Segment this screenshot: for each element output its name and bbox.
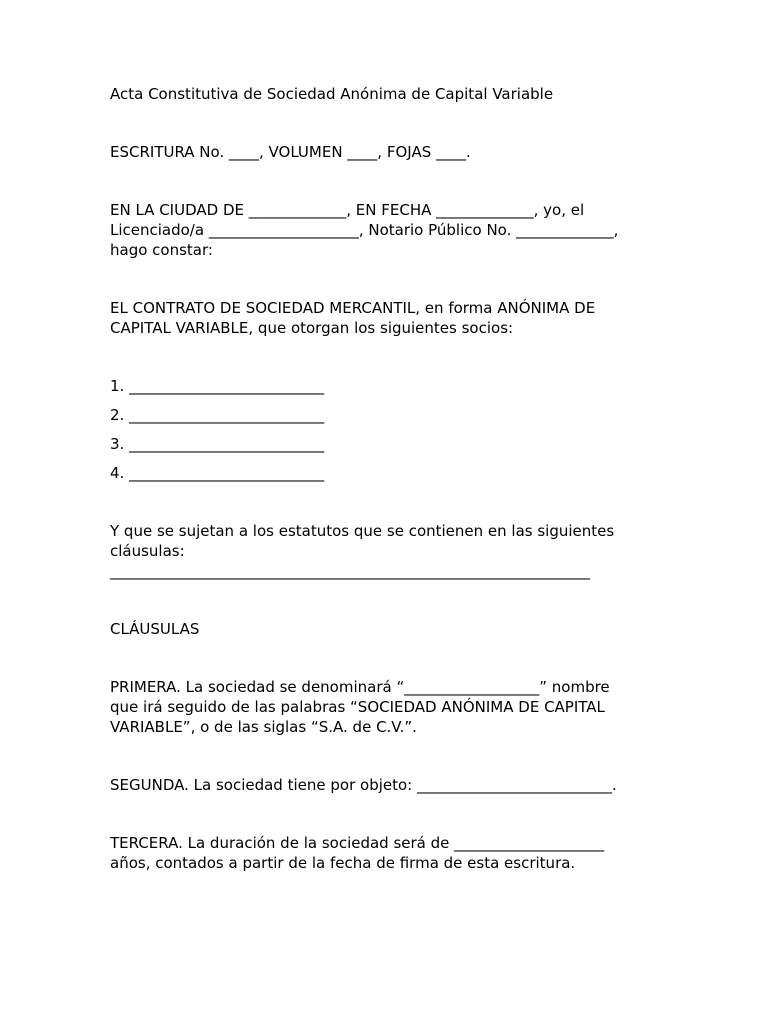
document-title: Acta Constitutiva de Sociedad Anónima de Capital Variable (110, 85, 554, 103)
socio-item: 3. __________________________ (110, 435, 325, 453)
ciudad-line-2: Licenciado/a ____________________, Notario Público No. _____________, (110, 221, 619, 239)
socio-item: 2. __________________________ (110, 406, 325, 424)
socio-item: 1. __________________________ (110, 377, 325, 395)
contrato-paragraph (110, 298, 670, 338)
sujetan-line-2: cláusulas: (110, 542, 185, 560)
clausulas-heading: CLÁUSULAS (110, 620, 200, 638)
ciudad-line-1: EN LA CIUDAD DE _____________, EN FECHA _____________, yo, el (110, 201, 585, 219)
sujetan-rule: ________________________________________________________________ (110, 562, 590, 580)
primera-paragraph (110, 677, 670, 737)
sujetan-paragraph (110, 521, 670, 581)
socio-item: 4. __________________________ (110, 464, 325, 482)
tercera-line-1: TERCERA. La duración de la sociedad será de ____________________ (110, 834, 605, 852)
primera-line-1: PRIMERA. La sociedad se denominará “__________________” nombre (110, 678, 610, 696)
escritura-line: ESCRITURA No. ____, VOLUMEN ____, FOJAS ____. (110, 143, 471, 161)
contrato-line-2: CAPITAL VARIABLE, que otorgan los siguientes socios: (110, 319, 514, 337)
tercera-paragraph (110, 833, 670, 873)
contrato-line-1: EL CONTRATO DE SOCIEDAD MERCANTIL, en forma ANÓNIMA DE (110, 299, 596, 317)
socios-list (110, 376, 670, 483)
segunda-paragraph: SEGUNDA. La sociedad tiene por objeto: __________________________. (110, 776, 617, 794)
ciudad-line-3: hago constar: (110, 241, 213, 259)
sujetan-line-1: Y que se sujetan a los estatutos que se contienen en las siguientes (110, 522, 615, 540)
tercera-line-2: años, contados a partir de la fecha de firma de esta escritura. (110, 854, 576, 872)
primera-line-2: que irá seguido de las palabras “SOCIEDAD ANÓNIMA DE CAPITAL (110, 698, 605, 716)
document-page (110, 84, 670, 873)
ciudad-paragraph (110, 200, 670, 260)
primera-line-3: VARIABLE”, o de las siglas “S.A. de C.V.”. (110, 718, 417, 736)
